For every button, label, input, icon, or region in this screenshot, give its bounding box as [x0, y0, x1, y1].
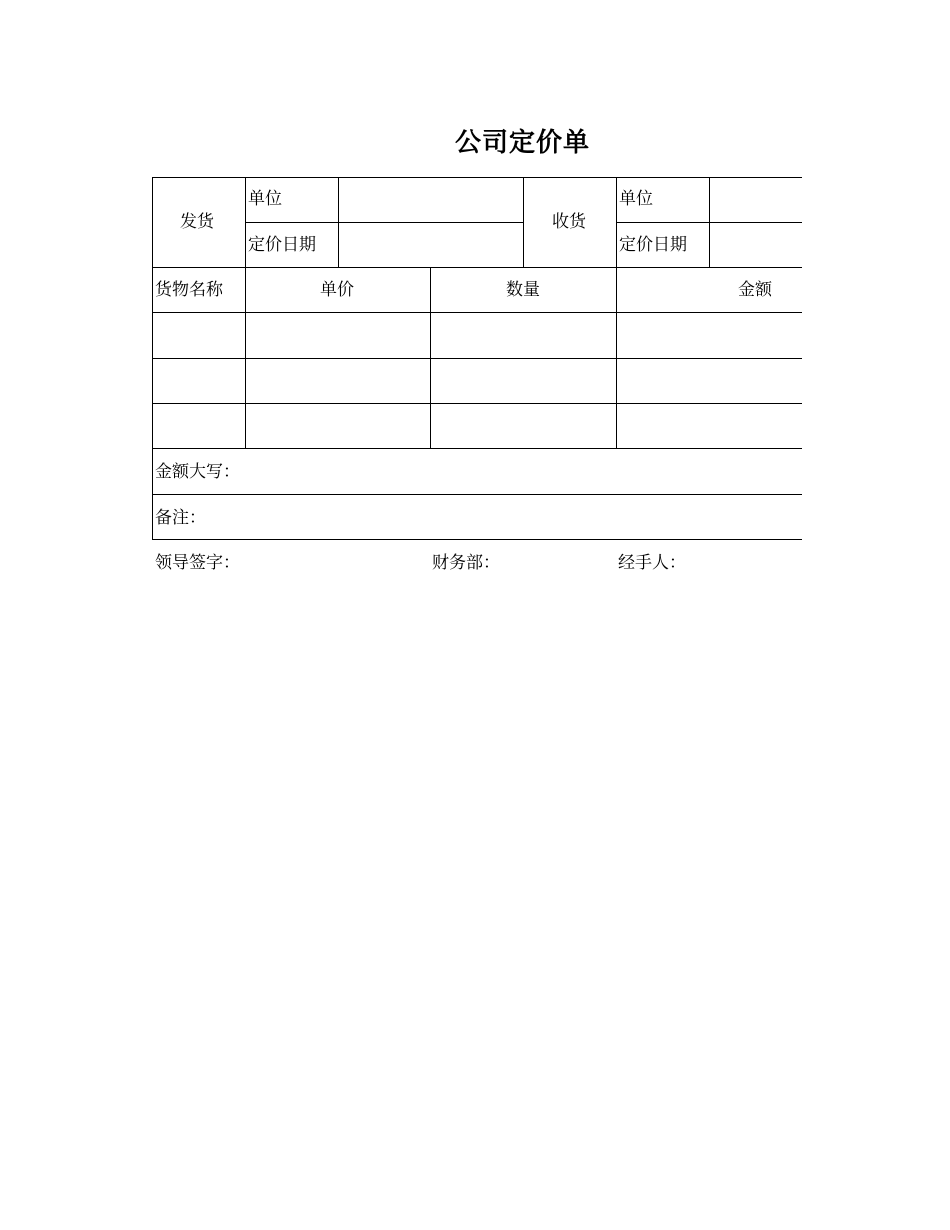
column-header-unit-price: 单价 — [320, 280, 354, 300]
column-divider — [709, 177, 710, 268]
receiver-unit-label: 单位 — [619, 189, 653, 209]
finance-department-label: 财务部： — [432, 553, 500, 573]
column-divider — [523, 177, 524, 268]
sender-row-divider — [245, 222, 523, 223]
column-header-amount: 金额 — [738, 280, 772, 300]
sender-unit-label: 单位 — [248, 189, 282, 209]
row-divider — [152, 358, 802, 359]
table-border-bottom — [152, 539, 802, 540]
leader-signature-label: 领导签字： — [155, 553, 240, 573]
sender-date-label: 定价日期 — [248, 235, 316, 255]
row-divider — [152, 448, 802, 449]
column-divider — [430, 267, 431, 449]
column-header-goods-name: 货物名称 — [155, 280, 223, 300]
column-divider — [616, 177, 617, 449]
receiver-label: 收货 — [552, 212, 586, 232]
amount-in-words-label: 金额大写： — [155, 462, 240, 482]
sender-label: 发货 — [180, 212, 214, 232]
receiver-date-label: 定价日期 — [619, 235, 687, 255]
column-header-divider — [152, 312, 802, 313]
column-divider — [338, 177, 339, 268]
page-title: 公司定价单 — [455, 128, 591, 158]
table-border-top — [152, 177, 802, 178]
header-section-divider — [152, 267, 802, 268]
handler-label: 经手人： — [618, 553, 686, 573]
row-divider — [152, 403, 802, 404]
remarks-label: 备注： — [155, 508, 206, 528]
table-border-left — [152, 177, 153, 540]
column-header-quantity: 数量 — [506, 280, 540, 300]
column-divider — [245, 177, 246, 449]
row-divider — [152, 494, 802, 495]
